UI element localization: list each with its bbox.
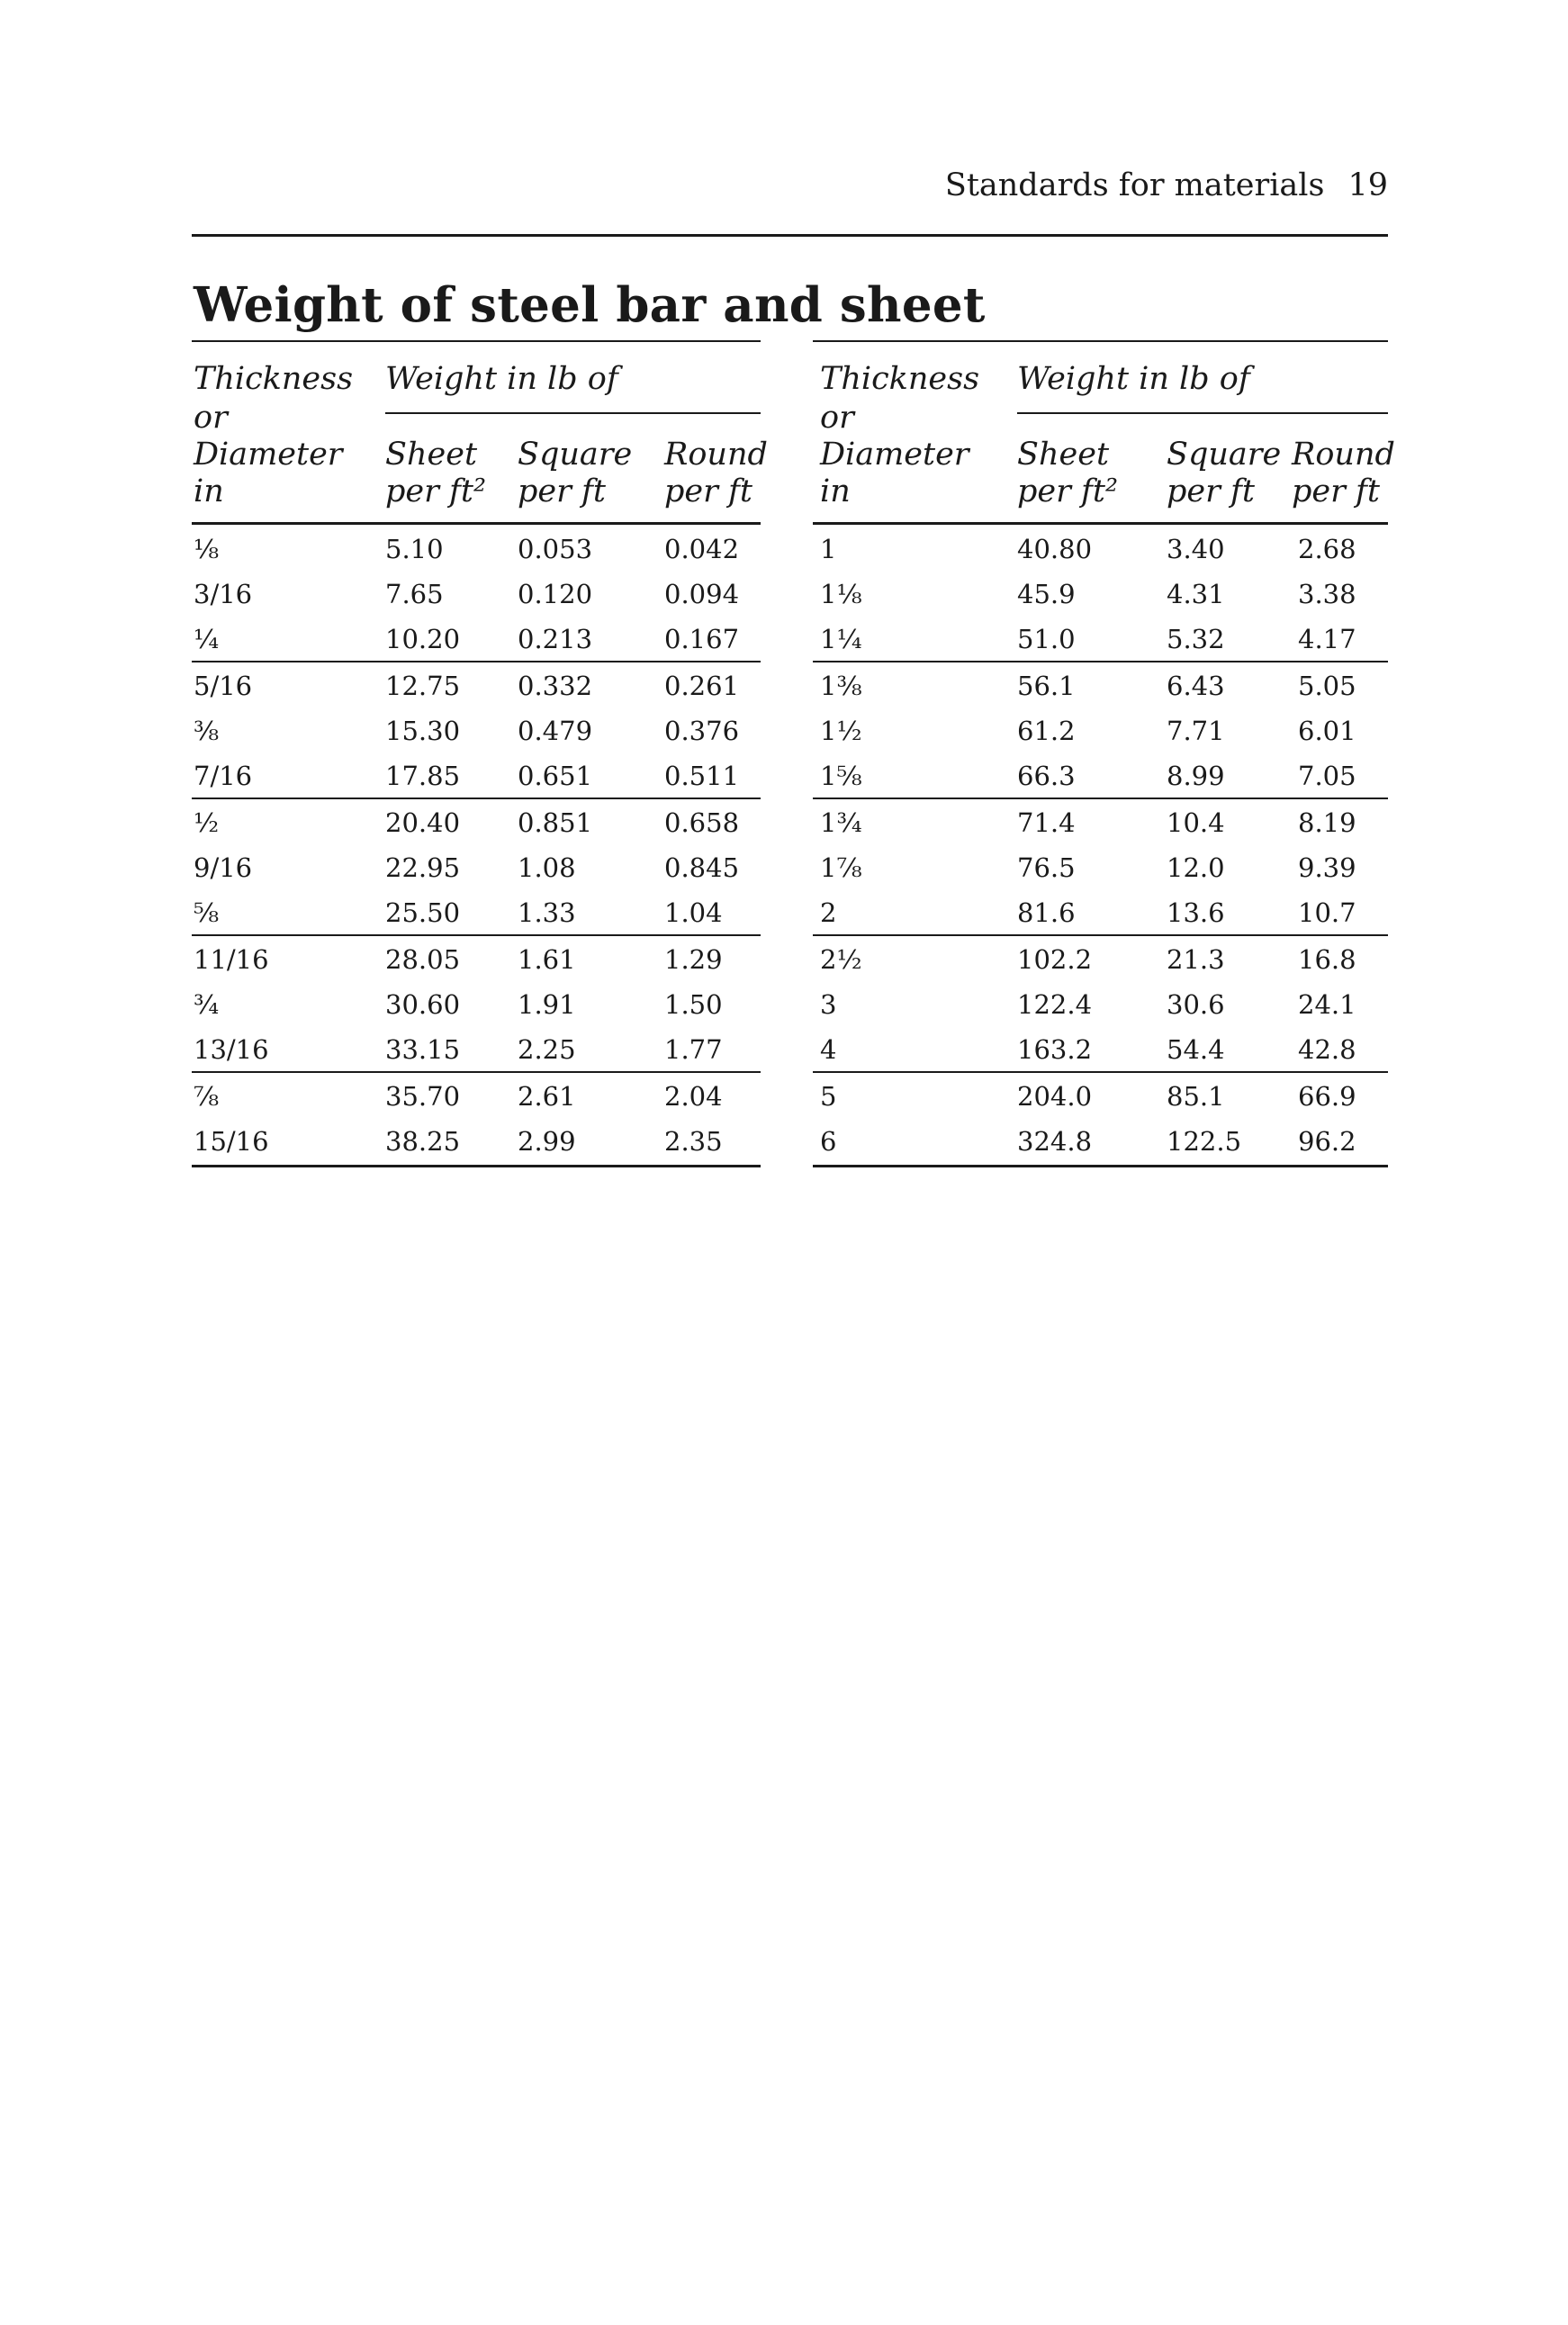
sheet-weight-cell: 25.50 xyxy=(385,897,461,928)
header-round: Round xyxy=(664,437,768,473)
sheet-weight-cell: 56.1 xyxy=(1017,671,1076,701)
diameter-cell: 13/16 xyxy=(194,1034,269,1065)
header-round-unit: per ft xyxy=(664,473,752,509)
header-or: or xyxy=(820,400,854,436)
sheet-weight-cell: 81.6 xyxy=(1017,897,1076,928)
sheet-weight-cell: 30.60 xyxy=(385,989,461,1020)
diameter-cell: 2 xyxy=(820,897,837,928)
table-row xyxy=(192,526,761,571)
round-weight-cell: 0.845 xyxy=(664,852,740,883)
page-title: Weight of steel bar and sheet xyxy=(194,277,986,333)
sheet-weight-cell: 40.80 xyxy=(1017,534,1093,564)
row-group xyxy=(192,798,761,934)
table-row xyxy=(813,616,1388,661)
header-rule xyxy=(192,234,1388,237)
page-number: 19 xyxy=(1347,167,1388,203)
diameter-cell: 4 xyxy=(820,1034,837,1065)
header-in: in xyxy=(820,473,851,509)
round-weight-cell: 1.77 xyxy=(664,1034,723,1065)
square-weight-cell: 1.91 xyxy=(518,989,576,1020)
sheet-weight-cell: 15.30 xyxy=(385,716,461,746)
sheet-weight-cell: 71.4 xyxy=(1017,807,1076,838)
sheet-weight-cell: 61.2 xyxy=(1017,716,1076,746)
square-weight-cell: 0.479 xyxy=(518,716,593,746)
table-row xyxy=(813,1073,1388,1118)
table-row xyxy=(192,752,761,798)
running-head-title: Standards for materials xyxy=(944,167,1325,203)
square-weight-cell: 2.25 xyxy=(518,1034,576,1065)
table-row xyxy=(813,981,1388,1026)
diameter-cell: 1 xyxy=(820,534,837,564)
table-row xyxy=(813,707,1388,752)
row-group xyxy=(813,934,1388,1071)
weight-group-rule xyxy=(385,412,761,414)
round-weight-cell: 0.094 xyxy=(664,579,740,609)
header-in: in xyxy=(194,473,224,509)
row-group xyxy=(813,526,1388,661)
table-row xyxy=(192,936,761,981)
round-weight-cell: 0.511 xyxy=(664,761,740,791)
square-weight-cell: 0.213 xyxy=(518,624,593,654)
square-weight-cell: 5.32 xyxy=(1167,624,1225,654)
row-group xyxy=(192,934,761,1071)
table-row xyxy=(192,844,761,889)
square-weight-cell: 6.43 xyxy=(1167,671,1225,701)
table-row xyxy=(192,981,761,1026)
diameter-cell: ⅝ xyxy=(194,897,220,928)
square-weight-cell: 1.33 xyxy=(518,897,576,928)
weight-group-rule xyxy=(1017,412,1388,414)
header-diameter: Diameter xyxy=(820,437,969,473)
diameter-cell: 5/16 xyxy=(194,671,253,701)
square-weight-cell: 13.6 xyxy=(1167,897,1225,928)
table-row xyxy=(813,752,1388,798)
sheet-weight-cell: 45.9 xyxy=(1017,579,1076,609)
header-square: Square xyxy=(1167,437,1282,473)
diameter-cell: ¼ xyxy=(194,624,220,654)
table-row xyxy=(192,571,761,616)
sheet-weight-cell: 51.0 xyxy=(1017,624,1076,654)
round-weight-cell: 4.17 xyxy=(1298,624,1356,654)
square-weight-cell: 0.851 xyxy=(518,807,593,838)
diameter-cell: 1⅞ xyxy=(820,852,862,883)
sheet-weight-cell: 28.05 xyxy=(385,944,461,975)
sheet-weight-cell: 12.75 xyxy=(385,671,461,701)
table-row xyxy=(813,936,1388,981)
header-sheet: Sheet xyxy=(385,437,478,473)
square-weight-cell: 0.332 xyxy=(518,671,593,701)
round-weight-cell: 0.261 xyxy=(664,671,740,701)
sheet-weight-cell: 17.85 xyxy=(385,761,461,791)
round-weight-cell: 5.05 xyxy=(1298,671,1356,701)
round-weight-cell: 66.9 xyxy=(1298,1081,1356,1112)
table-row xyxy=(192,1026,761,1071)
header-or: or xyxy=(194,400,228,436)
table-bottom-rule xyxy=(813,1165,1388,1167)
diameter-cell: 15/16 xyxy=(194,1126,269,1157)
table-row xyxy=(192,1118,761,1163)
table-top-rule xyxy=(192,340,761,342)
row-group xyxy=(192,526,761,661)
diameter-cell: 5 xyxy=(820,1081,837,1112)
header-square: Square xyxy=(518,437,633,473)
sheet-weight-cell: 20.40 xyxy=(385,807,461,838)
sheet-weight-cell: 66.3 xyxy=(1017,761,1076,791)
round-weight-cell: 24.1 xyxy=(1298,989,1356,1020)
diameter-cell: 9/16 xyxy=(194,852,253,883)
diameter-cell: 6 xyxy=(820,1126,837,1157)
square-weight-cell: 3.40 xyxy=(1167,534,1225,564)
table-row xyxy=(192,707,761,752)
header-round-unit: per ft xyxy=(1292,473,1380,509)
sheet-weight-cell: 38.25 xyxy=(385,1126,461,1157)
sheet-weight-cell: 76.5 xyxy=(1017,852,1076,883)
square-weight-cell: 4.31 xyxy=(1167,579,1225,609)
table-row xyxy=(813,1026,1388,1071)
round-weight-cell: 0.167 xyxy=(664,624,740,654)
diameter-cell: ⅜ xyxy=(194,716,220,746)
sheet-weight-cell: 102.2 xyxy=(1017,944,1093,975)
diameter-cell: 3/16 xyxy=(194,579,253,609)
square-weight-cell: 30.6 xyxy=(1167,989,1225,1020)
diameter-cell: 2½ xyxy=(820,944,862,975)
diameter-cell: 1½ xyxy=(820,716,862,746)
table-row xyxy=(813,799,1388,844)
round-weight-cell: 8.19 xyxy=(1298,807,1356,838)
square-weight-cell: 10.4 xyxy=(1167,807,1225,838)
sheet-weight-cell: 10.20 xyxy=(385,624,461,654)
round-weight-cell: 10.7 xyxy=(1298,897,1356,928)
round-weight-cell: 2.68 xyxy=(1298,534,1356,564)
round-weight-cell: 9.39 xyxy=(1298,852,1356,883)
table-row xyxy=(813,1118,1388,1163)
header-sheet: Sheet xyxy=(1017,437,1110,473)
table-row xyxy=(192,616,761,661)
round-weight-cell: 2.04 xyxy=(664,1081,723,1112)
row-group xyxy=(813,1071,1388,1163)
square-weight-cell: 122.5 xyxy=(1167,1126,1242,1157)
diameter-cell: ⅛ xyxy=(194,534,220,564)
table-row xyxy=(192,1073,761,1118)
sheet-weight-cell: 163.2 xyxy=(1017,1034,1093,1065)
square-weight-cell: 8.99 xyxy=(1167,761,1225,791)
square-weight-cell: 0.651 xyxy=(518,761,593,791)
sheet-weight-cell: 122.4 xyxy=(1017,989,1093,1020)
sheet-weight-cell: 204.0 xyxy=(1017,1081,1093,1112)
square-weight-cell: 12.0 xyxy=(1167,852,1225,883)
table-row xyxy=(813,844,1388,889)
square-weight-cell: 0.120 xyxy=(518,579,593,609)
diameter-cell: ½ xyxy=(194,807,220,838)
round-weight-cell: 0.042 xyxy=(664,534,740,564)
header-bottom-rule xyxy=(192,522,761,525)
diameter-cell: ¾ xyxy=(194,989,220,1020)
right-table-body xyxy=(813,526,1388,1167)
round-weight-cell: 2.35 xyxy=(664,1126,723,1157)
sheet-weight-cell: 22.95 xyxy=(385,852,461,883)
square-weight-cell: 2.61 xyxy=(518,1081,576,1112)
sheet-weight-cell: 7.65 xyxy=(385,579,444,609)
round-weight-cell: 96.2 xyxy=(1298,1126,1356,1157)
diameter-cell: 1¼ xyxy=(820,624,862,654)
header-bottom-rule xyxy=(813,522,1388,525)
square-weight-cell: 85.1 xyxy=(1167,1081,1225,1112)
table-bottom-rule xyxy=(192,1165,761,1167)
diameter-cell: ⅞ xyxy=(194,1081,220,1112)
header-round: Round xyxy=(1292,437,1395,473)
header-weight-group: Weight in lb of xyxy=(385,361,618,397)
table-row xyxy=(192,662,761,707)
table-row xyxy=(813,526,1388,571)
round-weight-cell: 0.376 xyxy=(664,716,740,746)
round-weight-cell: 1.29 xyxy=(664,944,723,975)
diameter-cell: 1⅝ xyxy=(820,761,862,791)
row-group xyxy=(813,798,1388,934)
sheet-weight-cell: 324.8 xyxy=(1017,1126,1093,1157)
table-row xyxy=(813,889,1388,934)
round-weight-cell: 16.8 xyxy=(1298,944,1356,975)
square-weight-cell: 7.71 xyxy=(1167,716,1225,746)
sheet-weight-cell: 33.15 xyxy=(385,1034,461,1065)
sheet-weight-cell: 35.70 xyxy=(385,1081,461,1112)
table-row xyxy=(813,662,1388,707)
square-weight-cell: 54.4 xyxy=(1167,1034,1225,1065)
table-row xyxy=(813,571,1388,616)
header-square-unit: per ft xyxy=(518,473,606,509)
round-weight-cell: 1.50 xyxy=(664,989,723,1020)
table-row xyxy=(192,889,761,934)
round-weight-cell: 42.8 xyxy=(1298,1034,1356,1065)
row-group xyxy=(813,661,1388,798)
row-group xyxy=(192,661,761,798)
table-top-rule xyxy=(813,340,1388,342)
header-thickness: Thickness xyxy=(194,361,354,397)
round-weight-cell: 0.658 xyxy=(664,807,740,838)
diameter-cell: 3 xyxy=(820,989,837,1020)
diameter-cell: 7/16 xyxy=(194,761,253,791)
header-sheet-unit: per ft² xyxy=(1017,473,1119,509)
header-square-unit: per ft xyxy=(1167,473,1255,509)
diameter-cell: 11/16 xyxy=(194,944,269,975)
header-thickness: Thickness xyxy=(820,361,980,397)
square-weight-cell: 0.053 xyxy=(518,534,593,564)
running-head xyxy=(945,167,1388,203)
header-diameter: Diameter xyxy=(194,437,343,473)
diameter-cell: 1⅛ xyxy=(820,579,862,609)
sheet-weight-cell: 5.10 xyxy=(385,534,444,564)
round-weight-cell: 1.04 xyxy=(664,897,723,928)
round-weight-cell: 6.01 xyxy=(1298,716,1356,746)
round-weight-cell: 7.05 xyxy=(1298,761,1356,791)
table-row xyxy=(192,799,761,844)
square-weight-cell: 1.61 xyxy=(518,944,576,975)
diameter-cell: 1¾ xyxy=(820,807,862,838)
header-sheet-unit: per ft² xyxy=(385,473,487,509)
square-weight-cell: 2.99 xyxy=(518,1126,576,1157)
diameter-cell: 1⅜ xyxy=(820,671,862,701)
header-weight-group: Weight in lb of xyxy=(1017,361,1250,397)
left-table-body xyxy=(192,526,761,1167)
round-weight-cell: 3.38 xyxy=(1298,579,1356,609)
square-weight-cell: 1.08 xyxy=(518,852,576,883)
row-group xyxy=(192,1071,761,1163)
square-weight-cell: 21.3 xyxy=(1167,944,1225,975)
